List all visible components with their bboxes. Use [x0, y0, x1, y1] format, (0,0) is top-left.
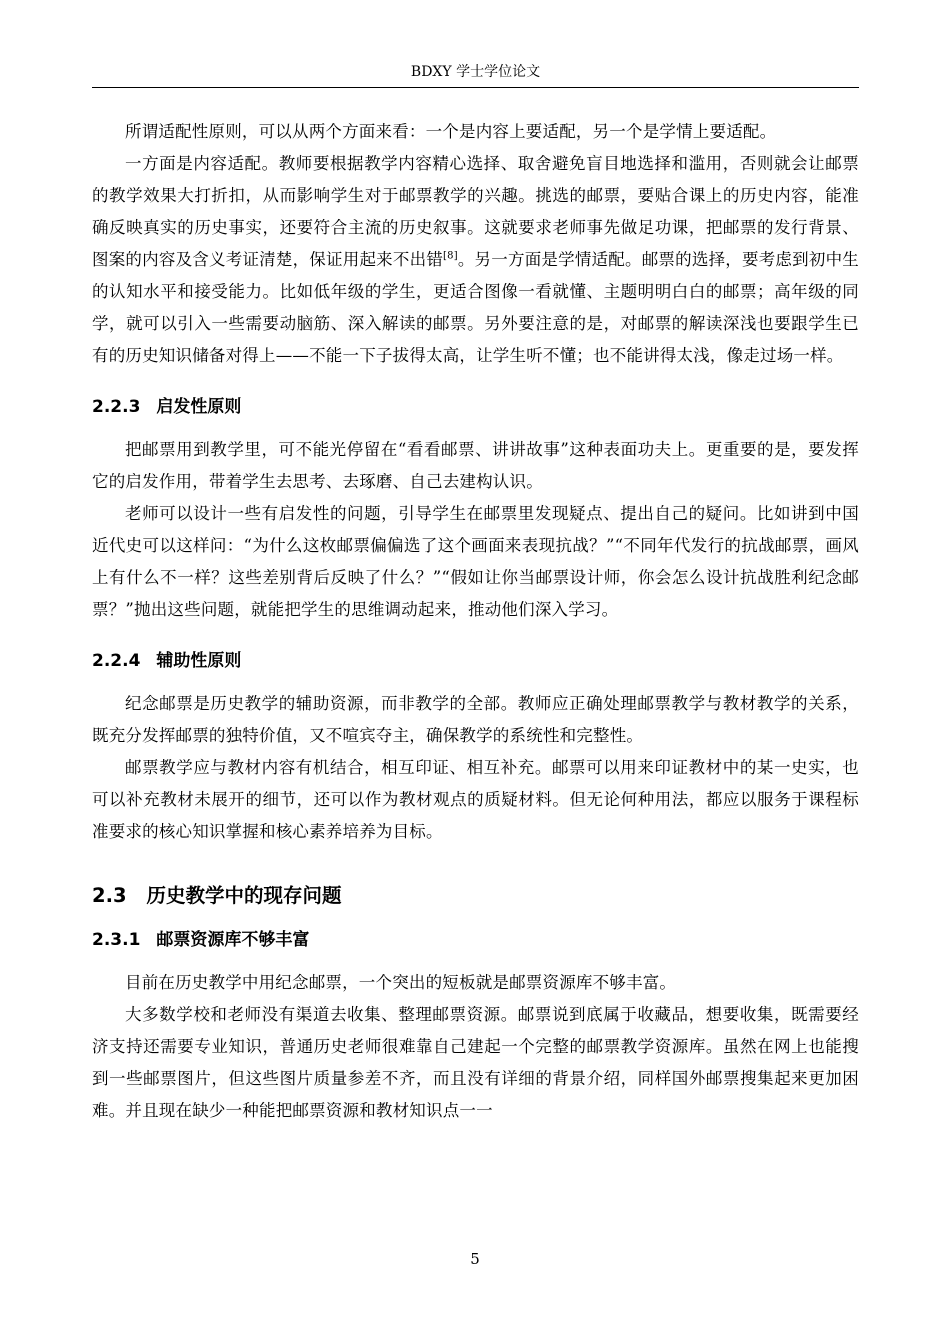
paragraph-text: 一方面是内容适配。教师要根据教学内容精心选择、取舍避免盲目地选择和滥用，否则就会让邮票的教学效果大打折扣，从而影响学生对于邮票教学的兴趣。挑选的邮票，要贴合课上的历史内容，能准确反映真实的历史事实，还要符合主流的历史叙事。这就要求老师事先做足功课，把邮票的发行背景、图案的内容及含义考证清楚，保证用起来不出错 — [92, 154, 859, 269]
page-body — [92, 116, 859, 1127]
section-title: 邮票资源库不够丰富 — [156, 930, 310, 950]
paragraph: 所谓适配性原则，可以从两个方面来看：一个是内容上要适配，另一个是学情上要适配。 — [125, 122, 777, 141]
section-heading-2-2-4 — [92, 645, 859, 677]
section-title: 历史教学中的现存问题 — [146, 884, 342, 907]
page-number: 5 — [470, 1250, 480, 1268]
section-heading-2-3-1 — [92, 924, 859, 956]
section-heading-2-3 — [92, 876, 859, 916]
paragraph — [92, 148, 859, 372]
paragraph: 目前在历史教学中用纪念邮票，一个突出的短板就是邮票资源库不够丰富。 — [125, 973, 677, 992]
paragraph: 邮票教学应与教材内容有机结合，相互印证、相互补充。邮票可以用来印证教材中的某一史实，也可以补充教材未展开的细节，还可以作为教材观点的质疑材料。但无论何种用法，都应以服务于课程标准要求的核心知识掌握和核心素养培养为目标。 — [92, 758, 859, 841]
paragraph: 大多数学校和老师没有渠道去收集、整理邮票资源。邮票说到底属于收藏品，想要收集，既需要经济支持还需要专业知识，普通历史老师很难靠自己建起一个完整的邮票教学资源库。虽然在网上也能搜到一些邮票图片，但这些图片质量参差不齐，而且没有详细的背景介绍，同样国外邮票搜集起来更加困难。并且现在缺少一种能把邮票资源和教材知识点一一 — [92, 1005, 859, 1120]
section-number: 2.2.4 — [92, 651, 141, 671]
paragraph: 纪念邮票是历史教学的辅助资源，而非教学的全部。教师应正确处理邮票教学与教材教学的关系，既充分发挥邮票的独特价值，又不喧宾夺主，确保教学的系统性和完整性。 — [92, 694, 859, 745]
citation-ref[interactable]: [8] — [443, 250, 458, 262]
section-number: 2.2.3 — [92, 397, 141, 417]
paragraph-text: 。另一方面是学情适配。邮票的选择，要考虑到初中生的认知水平和接受能力。比如低年级的学生，更适合图像一看就懂、主题明明白白的邮票；高年级的同学，就可以引入一些需要动脑筋、深入解读的邮票。另外要注意的是，对邮票的解读深浅也要跟学生已有的历史知识储备对得上——不能一下子拔得太高，让学生听不懂；也不能讲得太浅，像走过场一样。 — [92, 250, 859, 365]
section-heading-2-2-3 — [92, 391, 859, 423]
section-title: 启发性原则 — [156, 397, 242, 417]
paragraph: 老师可以设计一些有启发性的问题，引导学生在邮票里发现疑点、提出自己的疑问。比如讲到中国近代史可以这样问：“为什么这枚邮票偏偏选了这个画面来表现抗战？”“不同年代发行的抗战邮票，画风上有什么不一样？这些差别背后反映了什么？”“假如让你当邮票设计师，你会怎么设计抗战胜利纪念邮票？”抛出这些问题，就能把学生的思维调动起来，推动他们深入学习。 — [92, 504, 859, 619]
section-number: 2.3.1 — [92, 930, 141, 950]
section-title: 辅助性原则 — [156, 651, 242, 671]
running-header: BDXY 学士学位论文 — [92, 57, 859, 88]
section-number: 2.3 — [92, 884, 127, 907]
paragraph: 把邮票用到教学里，可不能光停留在“看看邮票、讲讲故事”这种表面功夫上。更重要的是，要发挥它的启发作用，带着学生去思考、去琢磨、自己去建构认识。 — [92, 440, 859, 491]
